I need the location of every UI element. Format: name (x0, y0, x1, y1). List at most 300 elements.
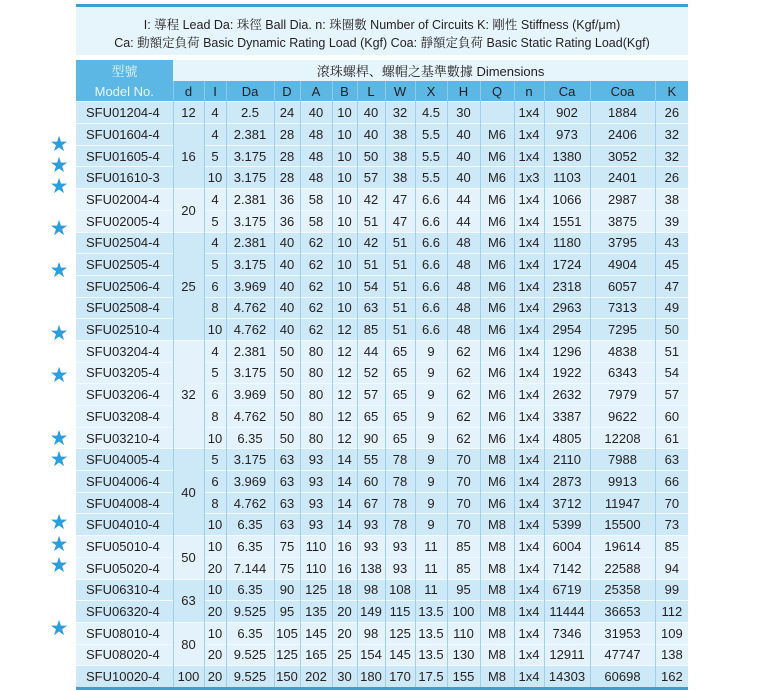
cell-n: 1x4 (514, 471, 544, 493)
cell-h: 70 (447, 471, 480, 493)
cell-a: 80 (300, 340, 332, 362)
cell-i: 10 (204, 536, 226, 558)
cell-da: 2.5 (226, 102, 274, 124)
cell-l: 50 (357, 145, 385, 167)
cell-a: 62 (300, 297, 332, 319)
cell-a: 62 (300, 319, 332, 341)
cell-q: M8 (480, 579, 514, 601)
cell-a: 165 (300, 644, 332, 666)
cell-w: 38 (385, 145, 415, 167)
cell-b: 16 (332, 536, 357, 558)
cell-coa: 22588 (590, 557, 655, 579)
cell-b: 10 (332, 275, 357, 297)
cell-da: 6.35 (226, 514, 274, 536)
cell-n: 1x4 (514, 362, 544, 384)
cell-n: 1x4 (514, 666, 544, 689)
cell-k: 63 (655, 449, 688, 471)
cell-q: M6 (480, 145, 514, 167)
cell-q: M8 (480, 666, 514, 689)
table-row (76, 145, 688, 167)
cell-l: 55 (357, 449, 385, 471)
cell-ca: 2632 (544, 384, 590, 406)
table-row (76, 384, 688, 406)
cell-da: 6.35 (226, 427, 274, 449)
cell-n: 1x4 (514, 449, 544, 471)
cell-a: 202 (300, 666, 332, 689)
model-number: SFU04010-4 (76, 514, 173, 536)
model-number: SFU01610-3 (76, 167, 173, 189)
cell-i: 10 (204, 427, 226, 449)
cell-coa: 7295 (590, 319, 655, 341)
cell-a: 62 (300, 275, 332, 297)
cell-d: 28 (274, 167, 300, 189)
cell-q: M6 (480, 210, 514, 232)
cell-a: 110 (300, 536, 332, 558)
cell-coa: 3052 (590, 145, 655, 167)
cell-coa: 7313 (590, 297, 655, 319)
cell-d: 50 (274, 362, 300, 384)
cell-b: 10 (332, 232, 357, 254)
cell-coa: 2406 (590, 124, 655, 146)
cell-n: 1x4 (514, 319, 544, 341)
cell-coa: 2987 (590, 189, 655, 211)
shaft-diameter-d: 40 (173, 449, 204, 536)
cell-d: 105 (274, 622, 300, 644)
cell-k: 85 (655, 536, 688, 558)
cell-i: 10 (204, 579, 226, 601)
cell-coa: 4838 (590, 340, 655, 362)
cell-da: 6.35 (226, 622, 274, 644)
cell-w: 38 (385, 167, 415, 189)
cell-i: 5 (204, 210, 226, 232)
cell-n: 1x4 (514, 536, 544, 558)
cell-h: 40 (447, 145, 480, 167)
column-header-ca: Ca (544, 81, 590, 102)
cell-w: 115 (385, 601, 415, 623)
cell-i: 20 (204, 557, 226, 579)
cell-a: 48 (300, 167, 332, 189)
cell-w: 65 (385, 427, 415, 449)
cell-x: 11 (415, 557, 447, 579)
table-row (76, 579, 688, 601)
cell-w: 51 (385, 297, 415, 319)
cell-b: 14 (332, 471, 357, 493)
cell-k: 94 (655, 557, 688, 579)
table-row (76, 189, 688, 211)
cell-q: M6 (480, 232, 514, 254)
cell-d: 40 (274, 275, 300, 297)
cell-ca: 6719 (544, 579, 590, 601)
cell-k: 54 (655, 362, 688, 384)
cell-da: 3.969 (226, 275, 274, 297)
cell-b: 14 (332, 514, 357, 536)
cell-coa: 25358 (590, 579, 655, 601)
star-icon: ★ (49, 553, 69, 577)
cell-h: 85 (447, 557, 480, 579)
cell-a: 80 (300, 384, 332, 406)
cell-x: 6.6 (415, 189, 447, 211)
model-number: SFU08020-4 (76, 644, 173, 666)
model-header-zh: 型號 (76, 60, 173, 81)
cell-k: 70 (655, 492, 688, 514)
cell-x: 11 (415, 536, 447, 558)
cell-q: M6 (480, 384, 514, 406)
cell-n: 1x4 (514, 622, 544, 644)
cell-q: M6 (480, 427, 514, 449)
cell-b: 12 (332, 384, 357, 406)
cell-coa: 36653 (590, 601, 655, 623)
cell-a: 48 (300, 145, 332, 167)
cell-k: 32 (655, 145, 688, 167)
cell-b: 16 (332, 557, 357, 579)
cell-l: 93 (357, 536, 385, 558)
cell-q: M6 (480, 492, 514, 514)
cell-q: M6 (480, 362, 514, 384)
cell-n: 1x4 (514, 644, 544, 666)
cell-l: 85 (357, 319, 385, 341)
cell-coa: 15500 (590, 514, 655, 536)
cell-n: 1x4 (514, 601, 544, 623)
cell-x: 13.5 (415, 601, 447, 623)
cell-da: 3.175 (226, 145, 274, 167)
cell-i: 10 (204, 319, 226, 341)
cell-k: 43 (655, 232, 688, 254)
cell-a: 80 (300, 427, 332, 449)
cell-a: 40 (300, 102, 332, 124)
star-icon: ★ (49, 258, 69, 282)
cell-w: 78 (385, 492, 415, 514)
cell-coa: 1884 (590, 102, 655, 124)
model-number: SFU06310-4 (76, 579, 173, 601)
cell-a: 58 (300, 210, 332, 232)
cell-b: 20 (332, 601, 357, 623)
cell-n: 1x4 (514, 406, 544, 428)
column-header-da: Da (226, 81, 274, 102)
cell-q: M8 (480, 449, 514, 471)
cell-a: 62 (300, 254, 332, 276)
cell-x: 4.5 (415, 102, 447, 124)
cell-q: M8 (480, 601, 514, 623)
cell-da: 9.525 (226, 644, 274, 666)
cell-n: 1x4 (514, 275, 544, 297)
table-row (76, 536, 688, 558)
cell-ca: 3712 (544, 492, 590, 514)
cell-l: 54 (357, 275, 385, 297)
cell-k: 26 (655, 102, 688, 124)
cell-w: 145 (385, 644, 415, 666)
star-icon: ★ (49, 427, 69, 451)
column-header-q: Q (480, 81, 514, 102)
cell-da: 3.969 (226, 384, 274, 406)
cell-da: 2.381 (226, 232, 274, 254)
cell-l: 42 (357, 232, 385, 254)
cell-l: 98 (357, 622, 385, 644)
cell-q: M8 (480, 536, 514, 558)
cell-ca: 2873 (544, 471, 590, 493)
cell-ca: 2318 (544, 275, 590, 297)
cell-b: 12 (332, 319, 357, 341)
cell-h: 85 (447, 536, 480, 558)
dimensions-header: 滾珠螺桿、螺帽之基準數據 Dimensions (173, 60, 688, 81)
column-header-d: D (274, 81, 300, 102)
model-number: SFU06320-4 (76, 601, 173, 623)
shaft-diameter-d: 63 (173, 579, 204, 622)
cell-a: 93 (300, 471, 332, 493)
model-number: SFU02510-4 (76, 319, 173, 341)
cell-b: 10 (332, 297, 357, 319)
cell-w: 65 (385, 406, 415, 428)
cell-b: 12 (332, 340, 357, 362)
cell-w: 78 (385, 449, 415, 471)
table-row (76, 666, 688, 689)
cell-l: 51 (357, 210, 385, 232)
cell-l: 67 (357, 492, 385, 514)
table-row (76, 340, 688, 362)
cell-w: 51 (385, 232, 415, 254)
legend-line-2: Ca: 動額定負荷 Basic Dynamic Rating Load (Kgf) Coa: 靜額定負荷 Basic Static Rating Load(Kgf) (114, 36, 650, 50)
cell-n: 1x4 (514, 514, 544, 536)
ball-screw-spec-table (76, 60, 688, 690)
star-icon: ★ (49, 511, 69, 535)
cell-coa: 9622 (590, 406, 655, 428)
cell-w: 38 (385, 124, 415, 146)
cell-h: 70 (447, 449, 480, 471)
cell-ca: 3387 (544, 406, 590, 428)
cell-h: 62 (447, 427, 480, 449)
cell-h: 110 (447, 622, 480, 644)
cell-b: 14 (332, 492, 357, 514)
cell-h: 62 (447, 406, 480, 428)
cell-ca: 2963 (544, 297, 590, 319)
table-row (76, 492, 688, 514)
cell-i: 6 (204, 471, 226, 493)
cell-k: 73 (655, 514, 688, 536)
cell-l: 40 (357, 124, 385, 146)
cell-ca: 11444 (544, 601, 590, 623)
cell-x: 9 (415, 384, 447, 406)
cell-coa: 11947 (590, 492, 655, 514)
cell-a: 58 (300, 189, 332, 211)
cell-l: 57 (357, 167, 385, 189)
star-icon: ★ (49, 174, 69, 198)
column-header-b: B (332, 81, 357, 102)
shaft-diameter-d: 20 (173, 189, 204, 232)
cell-l: 44 (357, 340, 385, 362)
cell-coa: 3795 (590, 232, 655, 254)
cell-da: 4.762 (226, 297, 274, 319)
table-row (76, 557, 688, 579)
cell-i: 8 (204, 492, 226, 514)
cell-b: 18 (332, 579, 357, 601)
model-number: SFU02506-4 (76, 275, 173, 297)
cell-b: 10 (332, 124, 357, 146)
model-number: SFU01604-4 (76, 124, 173, 146)
cell-da: 4.762 (226, 406, 274, 428)
cell-d: 63 (274, 449, 300, 471)
cell-ca: 7346 (544, 622, 590, 644)
cell-l: 93 (357, 514, 385, 536)
cell-l: 154 (357, 644, 385, 666)
table-row (76, 319, 688, 341)
cell-q: M8 (480, 622, 514, 644)
table-row (76, 232, 688, 254)
table-row (76, 167, 688, 189)
model-number: SFU03206-4 (76, 384, 173, 406)
cell-x: 6.6 (415, 275, 447, 297)
cell-x: 5.5 (415, 145, 447, 167)
cell-w: 93 (385, 557, 415, 579)
star-icon: ★ (49, 532, 69, 556)
cell-i: 5 (204, 449, 226, 471)
cell-x: 6.6 (415, 232, 447, 254)
model-number: SFU01204-4 (76, 102, 173, 124)
shaft-diameter-d: 80 (173, 622, 204, 665)
table-row (76, 601, 688, 623)
cell-i: 4 (204, 189, 226, 211)
cell-h: 48 (447, 254, 480, 276)
table-row (76, 406, 688, 428)
cell-q: M6 (480, 124, 514, 146)
cell-d: 36 (274, 210, 300, 232)
cell-w: 125 (385, 622, 415, 644)
cell-da: 2.381 (226, 189, 274, 211)
cell-x: 9 (415, 471, 447, 493)
cell-d: 63 (274, 514, 300, 536)
cell-l: 90 (357, 427, 385, 449)
cell-da: 3.175 (226, 449, 274, 471)
cell-b: 12 (332, 362, 357, 384)
cell-ca: 6004 (544, 536, 590, 558)
legend-line-1: I: 導程 Lead Da: 珠徑 Ball Dia. n: 珠圈數 Number of Circuits K: 剛性 Stiffness (Kgf/μm) (143, 18, 621, 32)
cell-d: 40 (274, 232, 300, 254)
cell-da: 3.175 (226, 167, 274, 189)
cell-l: 57 (357, 384, 385, 406)
cell-n: 1x4 (514, 427, 544, 449)
shaft-diameter-d: 25 (173, 232, 204, 340)
cell-i: 5 (204, 145, 226, 167)
cell-w: 65 (385, 384, 415, 406)
header-row-columns (76, 81, 688, 102)
cell-d: 28 (274, 124, 300, 146)
cell-w: 170 (385, 666, 415, 689)
cell-i: 8 (204, 297, 226, 319)
column-header-x: X (415, 81, 447, 102)
cell-coa: 4904 (590, 254, 655, 276)
model-number: SFU01605-4 (76, 145, 173, 167)
cell-k: 38 (655, 189, 688, 211)
cell-d: 95 (274, 601, 300, 623)
cell-x: 11 (415, 579, 447, 601)
cell-h: 48 (447, 297, 480, 319)
cell-coa: 7979 (590, 384, 655, 406)
cell-x: 5.5 (415, 167, 447, 189)
cell-l: 98 (357, 579, 385, 601)
cell-d: 75 (274, 557, 300, 579)
cell-n: 1x4 (514, 557, 544, 579)
legend-box (76, 4, 688, 55)
table-row (76, 102, 688, 124)
cell-da: 7.144 (226, 557, 274, 579)
cell-ca: 1922 (544, 362, 590, 384)
cell-b: 25 (332, 644, 357, 666)
cell-b: 30 (332, 666, 357, 689)
cell-w: 93 (385, 536, 415, 558)
model-number: SFU10020-4 (76, 666, 173, 689)
cell-w: 108 (385, 579, 415, 601)
cell-n: 1x4 (514, 254, 544, 276)
table-row (76, 427, 688, 449)
star-icon: ★ (49, 364, 69, 388)
cell-i: 10 (204, 622, 226, 644)
star-icon: ★ (49, 132, 69, 156)
cell-i: 10 (204, 167, 226, 189)
cell-n: 1x4 (514, 124, 544, 146)
cell-ca: 973 (544, 124, 590, 146)
cell-h: 48 (447, 232, 480, 254)
cell-k: 26 (655, 167, 688, 189)
cell-coa: 7988 (590, 449, 655, 471)
cell-l: 138 (357, 557, 385, 579)
cell-w: 32 (385, 102, 415, 124)
cell-d: 90 (274, 579, 300, 601)
cell-x: 9 (415, 362, 447, 384)
cell-d: 24 (274, 102, 300, 124)
cell-l: 65 (357, 406, 385, 428)
cell-h: 155 (447, 666, 480, 689)
cell-k: 57 (655, 384, 688, 406)
cell-ca: 1180 (544, 232, 590, 254)
table-row (76, 644, 688, 666)
cell-h: 95 (447, 579, 480, 601)
shaft-diameter-d: 50 (173, 536, 204, 579)
shaft-diameter-d: 12 (173, 102, 204, 124)
cell-coa: 31953 (590, 622, 655, 644)
cell-i: 4 (204, 124, 226, 146)
cell-h: 40 (447, 167, 480, 189)
cell-x: 9 (415, 427, 447, 449)
cell-d: 40 (274, 254, 300, 276)
cell-h: 48 (447, 275, 480, 297)
cell-q: M6 (480, 189, 514, 211)
column-header-l: L (357, 81, 385, 102)
star-icon: ★ (49, 448, 69, 472)
cell-d: 75 (274, 536, 300, 558)
cell-i: 20 (204, 601, 226, 623)
cell-w: 78 (385, 514, 415, 536)
model-header-en: Model No. (76, 81, 173, 102)
cell-h: 70 (447, 492, 480, 514)
cell-k: 49 (655, 297, 688, 319)
table-body (76, 102, 688, 689)
column-header-k: K (655, 81, 688, 102)
cell-coa: 12208 (590, 427, 655, 449)
cell-q: M6 (480, 471, 514, 493)
table-row (76, 449, 688, 471)
cell-ca: 1296 (544, 340, 590, 362)
cell-d: 50 (274, 340, 300, 362)
cell-x: 6.6 (415, 319, 447, 341)
cell-l: 149 (357, 601, 385, 623)
cell-coa: 2401 (590, 167, 655, 189)
cell-d: 40 (274, 297, 300, 319)
cell-h: 48 (447, 319, 480, 341)
cell-i: 20 (204, 666, 226, 689)
cell-d: 50 (274, 384, 300, 406)
table-row (76, 210, 688, 232)
cell-w: 47 (385, 189, 415, 211)
cell-da: 2.381 (226, 124, 274, 146)
cell-l: 42 (357, 189, 385, 211)
